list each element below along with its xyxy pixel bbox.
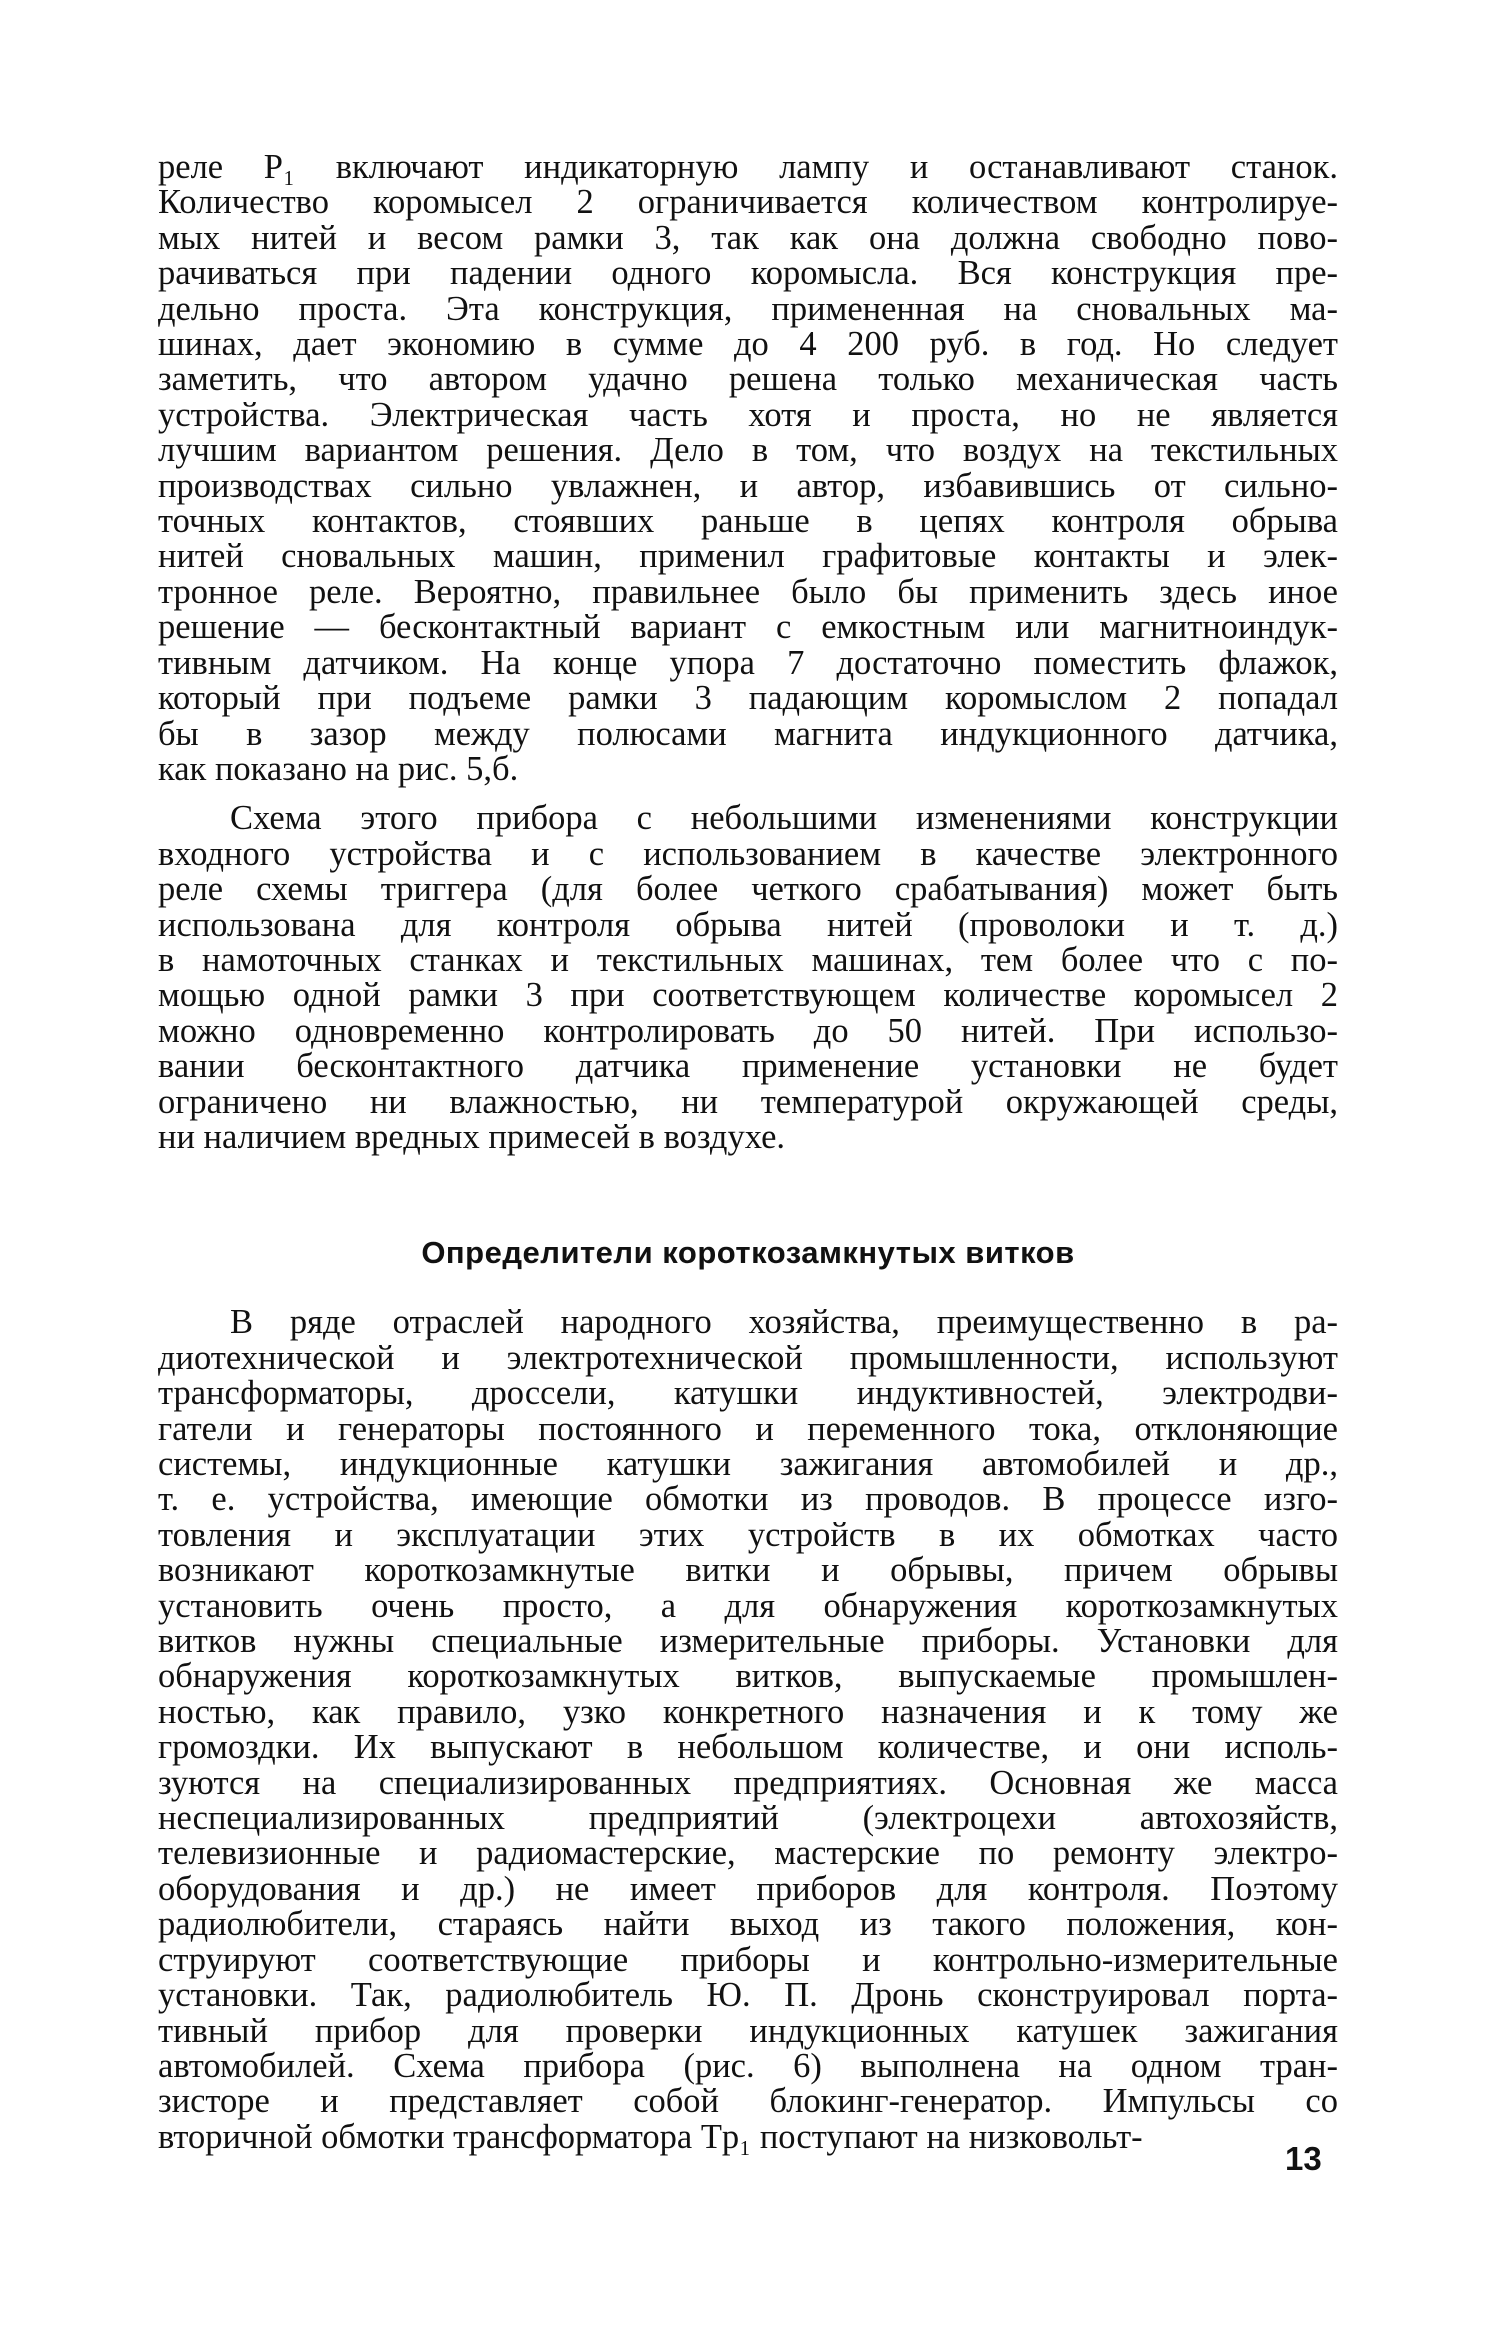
text-line: зисторе и представляет собой блокинг-генератор. Импульсы со xyxy=(158,2082,1338,2121)
text-line: установить очень просто, а для обнаружения короткозамкнутых xyxy=(158,1586,1338,1625)
text-line: струируют соответствующие приборы и контрольно-измерительные xyxy=(158,1940,1338,1979)
text-line: тронное реле. Вероятно, правильнее было бы применить здесь иное xyxy=(158,572,1338,611)
text-line: радиолюбители, стараясь найти выход из такого положения, кон- xyxy=(158,1905,1338,1944)
text-line: т. е. устройства, имеющие обмотки из проводов. В процессе изго- xyxy=(158,1480,1338,1519)
text-line: бы в зазор между полюсами магнита индукционного датчика, xyxy=(158,714,1338,753)
text-line: тивный прибор для проверки индукционных катушек зажигания xyxy=(158,2011,1338,2050)
text-line: В ряде отраслей народного хозяйства, преимущественно в ра- xyxy=(230,1303,1338,1342)
text-line: ограничено ни влажностью, ни температурой окружающей среды, xyxy=(158,1082,1338,1121)
text-line: мых нитей и весом рамки 3, так как она должна свободно пово- xyxy=(158,218,1338,257)
text-line: нитей сновальных машин, применил графитовые контакты и элек- xyxy=(158,537,1338,576)
text-line: лучшим вариантом решения. Дело в том, что воздух на текстильных xyxy=(158,431,1338,470)
text-line: трансформаторы, дроссели, катушки индуктивностей, электродви- xyxy=(158,1374,1338,1413)
text-line: диотехнической и электротехнической промышленности, используют xyxy=(158,1338,1338,1377)
page-number: 13 xyxy=(1285,2140,1322,2177)
text-line: телевизионные и радиомастерские, мастерские по ремонту электро- xyxy=(158,1834,1338,1873)
text-line: оборудования и др.) не имеет приборов для контроля. Поэтому xyxy=(158,1869,1338,1908)
text-line: можно одновременно контролировать до 50 нитей. При использо- xyxy=(158,1011,1338,1050)
text-line: обнаружения короткозамкнутых витков, выпускаемые промышлен- xyxy=(158,1657,1338,1696)
text-line: витков нужны специальные измерительные приборы. Установки для xyxy=(158,1622,1338,1661)
text-line: автомобилей. Схема прибора (рис. 6) выполнена на одном тран- xyxy=(158,2046,1338,2085)
text-line: входного устройства и с использованием в качестве электронного xyxy=(158,834,1338,873)
text-line: системы, индукционные катушки зажигания автомобилей и др., xyxy=(158,1445,1338,1483)
text-line: Количество коромысел 2 ограничивается количеством контролируе- xyxy=(158,183,1338,222)
paragraph-scheme-description xyxy=(158,801,1338,1155)
text-line: вторичной обмотки трансформатора Tp₁ поступают на низковольт- xyxy=(158,2117,1143,2156)
text-line: точных контактов, стоявших раньше в цепях контроля обрыва xyxy=(158,502,1338,541)
text-line: рачиваться при падении одного коромысла. Вся конструкция пре- xyxy=(158,254,1338,293)
paragraph-continuation xyxy=(158,150,1338,787)
text-line: дельно проста. Эта конструкция, примененная на сновальных ма- xyxy=(158,289,1338,328)
text-line: мощью одной рамки 3 при соответствующем количестве коромысел 2 xyxy=(158,976,1338,1015)
text-line: производствах сильно увлажнен, и автор, избавившись от сильно- xyxy=(158,466,1338,505)
text-line: возникают короткозамкнутые витки и обрывы, причем обрывы xyxy=(158,1551,1338,1590)
text-line: гатели и генераторы постоянного и переменного тока, отклоняющие xyxy=(158,1409,1338,1448)
text-line: зуются на специализированных предприятиях. Основная же масса xyxy=(158,1763,1338,1802)
text-line: товления и эксплуатации этих устройств в их обмотках часто xyxy=(158,1515,1338,1554)
text-line: громоздки. Их выпускают в небольшом количестве, и они исполь- xyxy=(158,1728,1338,1767)
text-line: шинах, дает экономию в сумме до 4 200 руб. в год. Но следует xyxy=(158,325,1338,364)
text-line: вании бесконтактного датчика применение установки не будет xyxy=(158,1047,1338,1086)
book-page xyxy=(158,150,1338,2155)
text-line: реле P₁ включают индикаторную лампу и останавливают станок. xyxy=(158,148,1338,186)
text-line: установки. Так, радиолюбитель Ю. П. Дронь сконструировал порта- xyxy=(158,1976,1338,2015)
text-line: как показано на рис. 5,б. xyxy=(158,749,519,788)
text-line: Схема этого прибора с небольшими изменениями конструкции xyxy=(230,799,1338,838)
text-line: ни наличием вредных примесей в воздухе. xyxy=(158,1117,786,1156)
text-line: в намоточных станках и текстильных машинах, тем более что с по- xyxy=(158,940,1338,979)
paragraph-short-circuit-detectors xyxy=(158,1305,1338,2155)
text-line: неспециализированных предприятий (электроцехи автохозяйств, xyxy=(158,1799,1338,1838)
text-line: заметить, что автором удачно решена только механическая часть xyxy=(158,360,1338,399)
section-heading: Определители короткозамкнутых витков xyxy=(421,1235,1075,1271)
text-line: реле схемы триггера (для более четкого срабатывания) может быть xyxy=(158,870,1338,909)
text-line: тивным датчиком. На конце упора 7 достаточно поместить флажок, xyxy=(158,643,1338,682)
text-line: ностью, как правило, узко конкретного назначения и к тому же xyxy=(158,1692,1338,1731)
text-line: устройства. Электрическая часть хотя и проста, но не является xyxy=(158,395,1338,434)
text-line: использована для контроля обрыва нитей (проволоки и т. д.) xyxy=(158,905,1338,944)
text-line: который при подъеме рамки 3 падающим коромыслом 2 попадал xyxy=(158,679,1338,718)
text-line: решение — бесконтактный вариант с емкостным или магнитноиндук- xyxy=(158,608,1338,647)
